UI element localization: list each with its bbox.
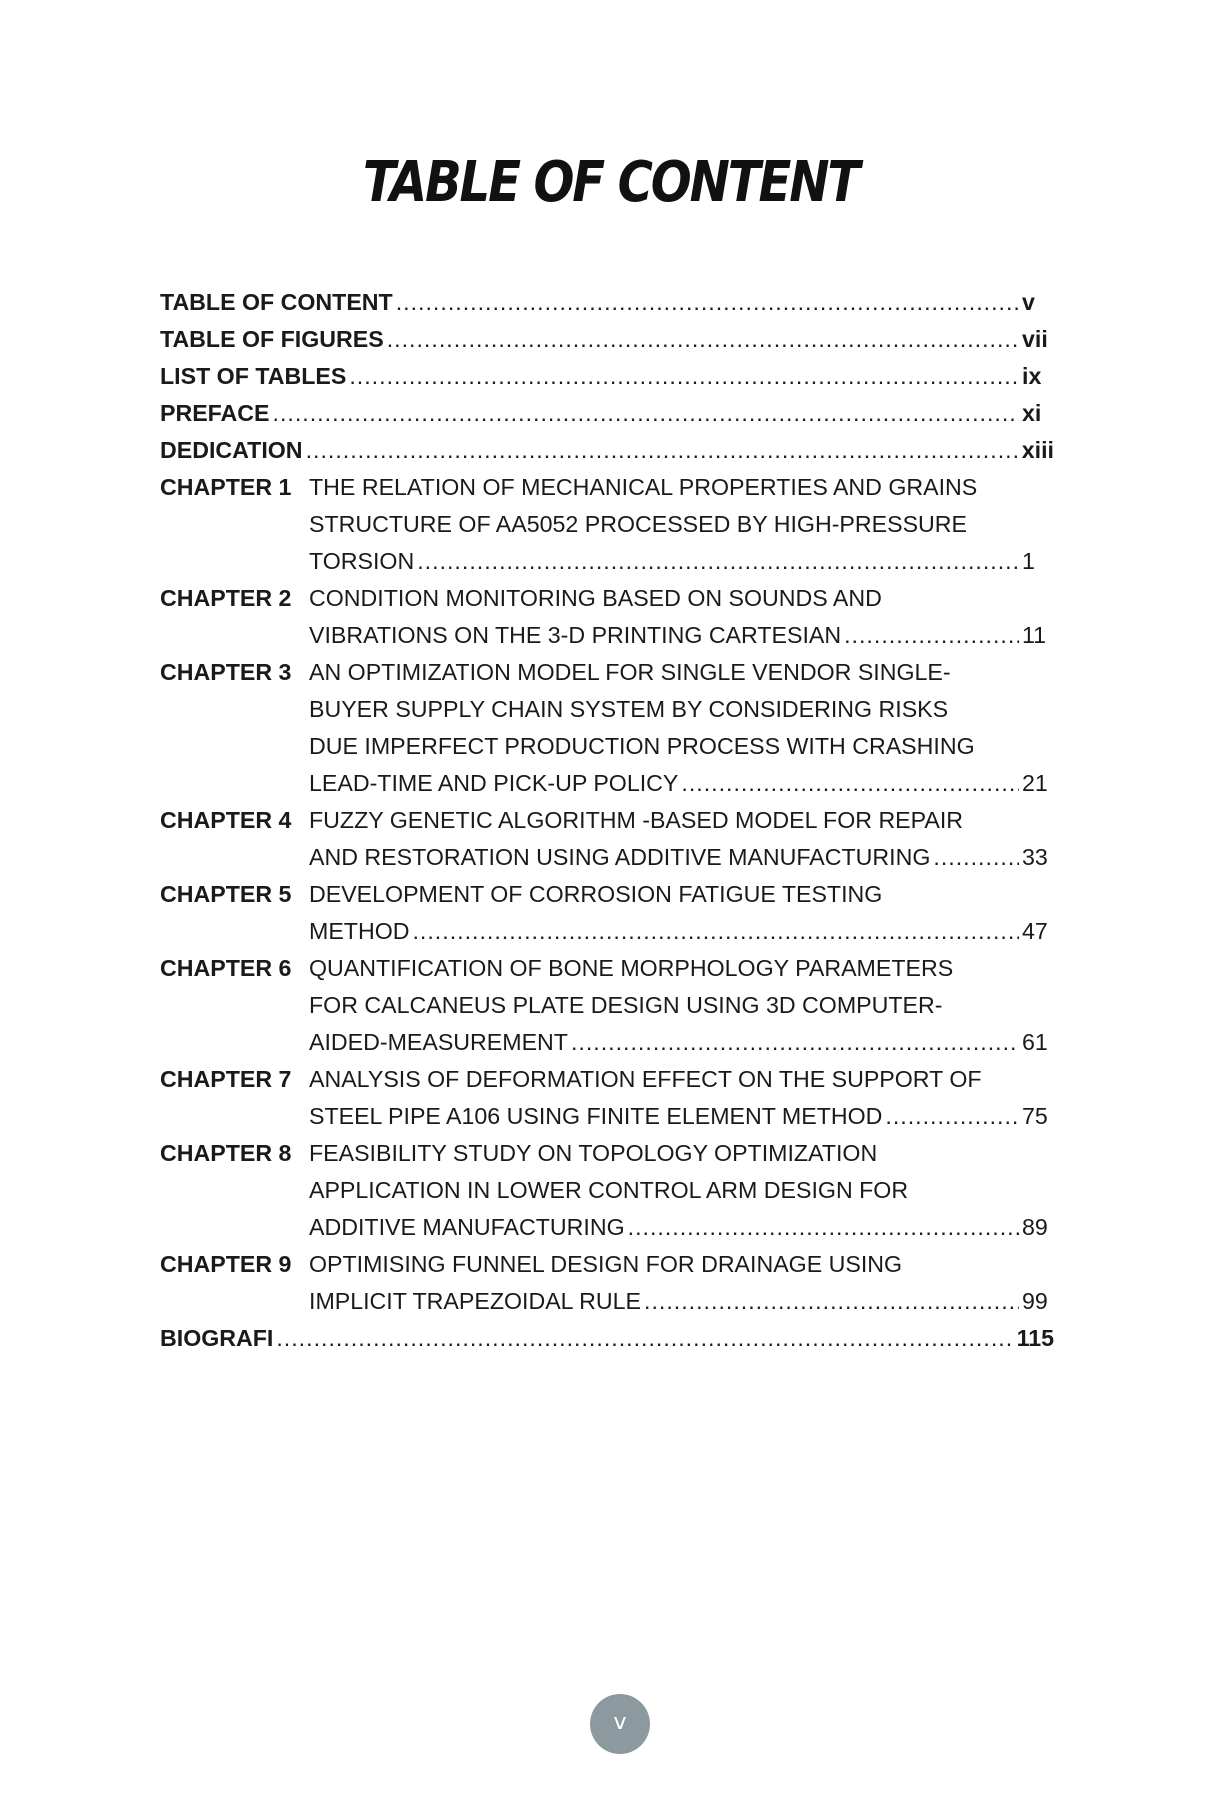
chapter-number: CHAPTER 1 (160, 474, 292, 500)
chapter-title-line: LEAD-TIME AND PICK-UP POLICY (309, 770, 679, 796)
chapter-title-line: DUE IMPERFECT PRODUCTION PROCESS WITH CRASHING (309, 733, 975, 759)
toc-entry-page: 33 (1022, 844, 1048, 870)
chapter-number: CHAPTER 5 (160, 881, 292, 907)
chapter-title-line: VIBRATIONS ON THE 3-D PRINTING CARTESIAN (309, 622, 842, 648)
toc-entry-page: 75 (1022, 1103, 1048, 1129)
chapter-title-line: FUZZY GENETIC ALGORITHM -BASED MODEL FOR REPAIR (309, 807, 964, 833)
toc-entry-page: vii (1022, 326, 1048, 352)
toc-entry-chapter-2[interactable] (160, 580, 1054, 654)
dot-leader (885, 1098, 1019, 1135)
toc-entry-page: xiii (1021, 437, 1054, 463)
page-title: TABLE OF CONTENT (362, 150, 859, 215)
chapter-title-line: FEASIBILITY STUDY ON TOPOLOGY OPTIMIZATION (309, 1140, 878, 1166)
toc-entry-page: 99 (1022, 1288, 1048, 1314)
toc-entry-chapter-5[interactable] (160, 876, 1054, 950)
toc-entry-page: 115 (1016, 1325, 1054, 1351)
toc-entry-label: DEDICATION (160, 437, 303, 463)
toc-entry-page: 47 (1022, 918, 1048, 944)
toc-entry-label: PREFACE (160, 400, 270, 426)
chapter-number: CHAPTER 7 (160, 1066, 292, 1092)
dot-leader (417, 543, 1019, 580)
chapter-title-line: AND RESTORATION USING ADDITIVE MANUFACTURING (309, 844, 931, 870)
chapter-title-line: THE RELATION OF MECHANICAL PROPERTIES AND GRAINS (309, 474, 978, 500)
chapter-title-line: STRUCTURE OF AA5052 PROCESSED BY HIGH-PRESSURE (309, 511, 968, 537)
toc-entry-table-of-figures[interactable] (160, 321, 1054, 358)
toc-entry-chapter-8[interactable] (160, 1135, 1054, 1246)
chapter-title-line: METHOD (309, 918, 410, 944)
toc-entry-chapter-6[interactable] (160, 950, 1054, 1061)
toc-entry-page: 11 (1022, 622, 1047, 648)
chapter-title-line: BUYER SUPPLY CHAIN SYSTEM BY CONSIDERING RISKS (309, 696, 949, 722)
toc-entry-page: xi (1022, 400, 1042, 426)
chapter-title-line: IMPLICIT TRAPEZOIDAL RULE (309, 1288, 642, 1314)
chapter-title-line: ADDITIVE MANUFACTURING (309, 1214, 625, 1240)
chapter-title-line: OPTIMISING FUNNEL DESIGN FOR DRAINAGE USING (309, 1251, 903, 1277)
chapter-title-line: QUANTIFICATION OF BONE MORPHOLOGY PARAMETERS (309, 955, 954, 981)
toc-entry-chapter-9[interactable] (160, 1246, 1054, 1320)
toc-entry-chapter-4[interactable] (160, 802, 1054, 876)
dot-leader (644, 1283, 1019, 1320)
dot-leader (396, 284, 1019, 321)
dot-leader (306, 432, 1019, 469)
dot-leader (628, 1209, 1019, 1246)
toc-entry-chapter-1[interactable] (160, 469, 1054, 580)
chapter-number: CHAPTER 6 (160, 955, 292, 981)
dot-leader (844, 617, 1019, 654)
toc-entry-page: 21 (1022, 770, 1048, 796)
dot-leader (273, 395, 1019, 432)
dot-leader (933, 839, 1019, 876)
dot-leader (571, 1024, 1019, 1061)
dot-leader (387, 321, 1019, 358)
chapter-title-line: FOR CALCANEUS PLATE DESIGN USING 3D COMPUTER- (309, 992, 943, 1018)
toc-entry-dedication[interactable] (160, 432, 1054, 469)
chapter-title-line: STEEL PIPE A106 USING FINITE ELEMENT METHOD (309, 1103, 883, 1129)
toc-entry-page: 89 (1022, 1214, 1048, 1240)
toc-entry-page: v (1022, 289, 1035, 315)
dot-leader (681, 765, 1019, 802)
toc-entry-list-of-tables[interactable] (160, 358, 1054, 395)
chapter-title-line: CONDITION MONITORING BASED ON SOUNDS AND (309, 585, 882, 611)
toc-entry-page: 1 (1022, 548, 1035, 574)
chapter-number: CHAPTER 9 (160, 1251, 292, 1277)
toc-entry-biografi[interactable] (160, 1320, 1054, 1357)
chapter-number: CHAPTER 4 (160, 807, 292, 833)
dot-leader (276, 1320, 1013, 1357)
chapter-number: CHAPTER 2 (160, 585, 292, 611)
toc-entry-table-of-content[interactable] (160, 284, 1054, 321)
toc-entry-label: TABLE OF FIGURES (160, 326, 384, 352)
toc-entry-preface[interactable] (160, 395, 1054, 432)
toc-entry-label: LIST OF TABLES (160, 363, 347, 389)
table-of-contents (160, 284, 1054, 1357)
chapter-title-line: AIDED-MEASUREMENT (309, 1029, 568, 1055)
toc-entry-label: BIOGRAFI (160, 1325, 274, 1351)
toc-entry-label: TABLE OF CONTENT (160, 289, 393, 315)
page-number-badge: v (590, 1694, 650, 1754)
chapter-title-line: AN OPTIMIZATION MODEL FOR SINGLE VENDOR SINGLE- (309, 659, 951, 685)
chapter-title-line: TORSION (309, 548, 415, 574)
toc-entry-chapter-7[interactable] (160, 1061, 1054, 1135)
chapter-number: CHAPTER 8 (160, 1140, 292, 1166)
toc-entry-page: ix (1022, 363, 1042, 389)
toc-entry-chapter-3[interactable] (160, 654, 1054, 802)
dot-leader (412, 913, 1019, 950)
chapter-title-line: ANALYSIS OF DEFORMATION EFFECT ON THE SUPPORT OF (309, 1066, 982, 1092)
chapter-title-line: DEVELOPMENT OF CORROSION FATIGUE TESTING (309, 881, 883, 907)
dot-leader (349, 358, 1019, 395)
toc-entry-page: 61 (1022, 1029, 1048, 1055)
chapter-number: CHAPTER 3 (160, 659, 292, 685)
chapter-title-line: APPLICATION IN LOWER CONTROL ARM DESIGN FOR (309, 1177, 909, 1203)
